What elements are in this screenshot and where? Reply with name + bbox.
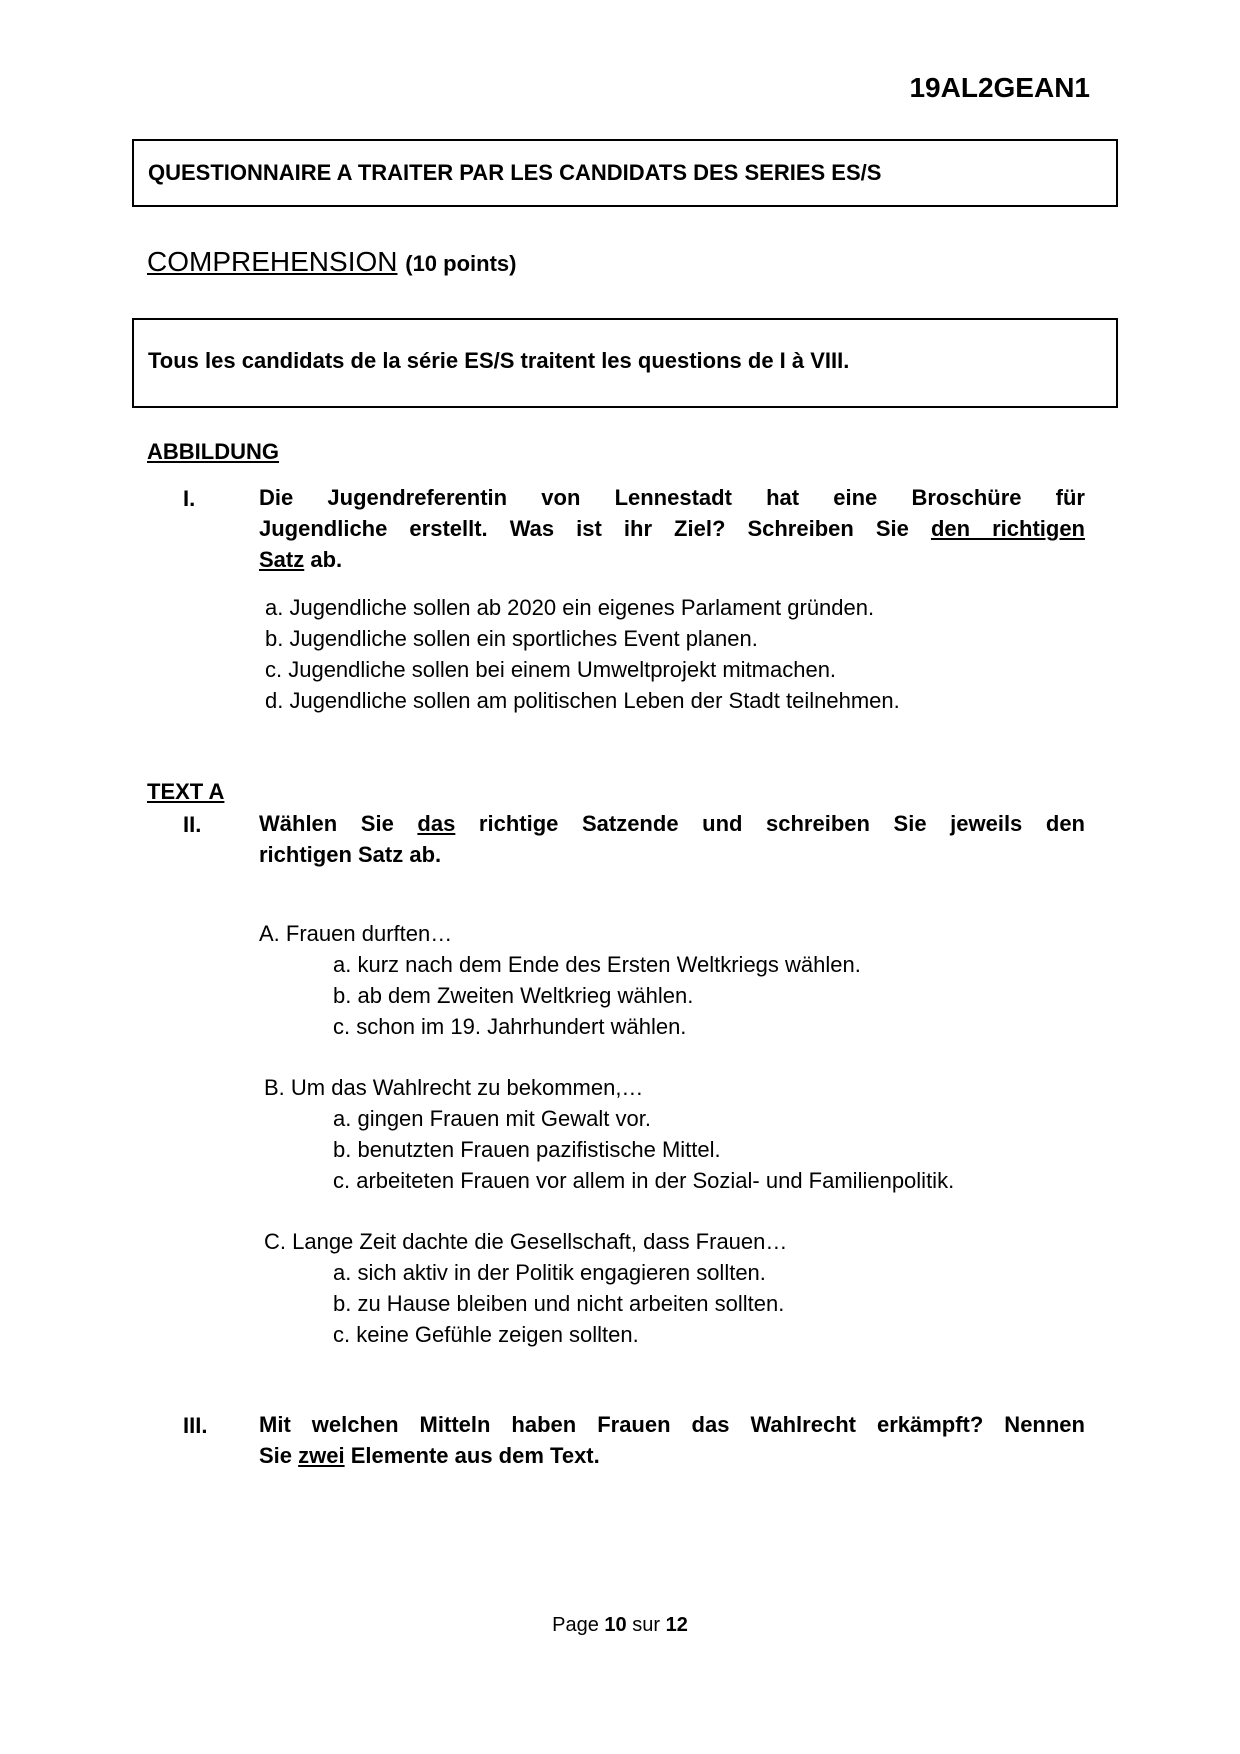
footer-current-page: 10 [604, 1614, 627, 1636]
group-b-stem: B. Um das Wahlrecht zu bekommen,… [264, 1075, 644, 1100]
group-b-options [333, 1103, 954, 1196]
question-number-1: I. [183, 486, 196, 511]
question-number-2: II. [183, 812, 202, 837]
series-box-title: QUESTIONNAIRE A TRAITER PAR LES CANDIDATS DES SERIES ES/S [148, 160, 882, 185]
question-2-line1 [259, 808, 1085, 839]
option-1b: b. Jugendliche sollen ein sportliches Event planen. [265, 626, 758, 651]
footer-prefix: Page [552, 1614, 605, 1636]
option-2a-b: b. ab dem Zweiten Weltkrieg wählen. [333, 983, 694, 1008]
group-a-stem: A. Frauen durften… [259, 921, 453, 946]
question-1-text [259, 482, 1085, 575]
question-number-3: III. [183, 1413, 208, 1438]
group-c-stem: C. Lange Zeit dachte die Gesellschaft, dass Frauen… [264, 1229, 788, 1254]
group-c-options [333, 1257, 784, 1350]
option-2a-a: a. kurz nach dem Ende des Ersten Weltkriegs wählen. [333, 952, 861, 977]
question-1-line2-text: Jugendliche erstellt. Was ist ihr Ziel? Schreiben Sie [259, 516, 931, 541]
section-title: COMPREHENSION [147, 246, 398, 277]
question-3-line1: Mit welchen Mitteln haben Frauen das Wahlrecht erkämpft? Nennen [259, 1412, 1085, 1437]
option-2c-b: b. zu Hause bleiben und nicht arbeiten sollten. [333, 1291, 785, 1316]
question-3-line2-end: Elemente aus dem Text. [344, 1443, 600, 1468]
question-2-line2: richtigen Satz ab. [259, 842, 442, 867]
question-2-text [259, 808, 1085, 870]
question-2-line1-end: richtige Satzende und schreiben Sie jeweils den [455, 811, 1085, 836]
instruction-text: Tous les candidats de la série ES/S traitent les questions de I à VIII. [148, 348, 850, 373]
abbildung-heading: ABBILDUNG [147, 439, 279, 464]
option-2c-c: c. keine Gefühle zeigen sollten. [333, 1322, 639, 1347]
document-code: 19AL2GEAN1 [909, 72, 1090, 103]
instruction-box [132, 318, 1118, 408]
option-2b-b: b. benutzten Frauen pazifistische Mittel. [333, 1137, 721, 1162]
question-3-line2 [259, 1440, 1085, 1471]
option-2b-a: a. gingen Frauen mit Gewalt vor. [333, 1106, 651, 1131]
footer-total-pages: 12 [665, 1614, 688, 1636]
option-2c-a: a. sich aktiv in der Politik engagieren sollten. [333, 1260, 766, 1285]
question-1-line2 [259, 513, 1085, 544]
group-a-options [333, 949, 861, 1042]
series-box [132, 139, 1118, 207]
question-3-text [259, 1409, 1085, 1471]
question-1-line3 [259, 544, 1085, 575]
question-1-options [265, 592, 900, 716]
section-heading [147, 246, 516, 278]
question-2-line1-start: Wählen Sie [259, 811, 418, 836]
section-points: (10 points) [405, 251, 517, 276]
question-1-underlined: den richtigen [930, 516, 1085, 541]
question-1-line3-text: ab. [304, 547, 343, 572]
text-a-heading: TEXT A [147, 779, 225, 804]
footer-middle: sur [626, 1614, 666, 1636]
question-3-line2-start: Sie [259, 1443, 299, 1468]
option-1d: d. Jugendliche sollen am politischen Leben der Stadt teilnehmen. [265, 688, 900, 713]
question-3-underlined: zwei [298, 1443, 345, 1468]
question-1-satz: Satz [259, 547, 305, 572]
question-2-underlined: das [417, 811, 456, 836]
option-1a: a. Jugendliche sollen ab 2020 ein eigenes Parlament gründen. [265, 595, 875, 620]
option-1c: c. Jugendliche sollen bei einem Umweltprojekt mitmachen. [265, 657, 837, 682]
option-2a-c: c. schon im 19. Jahrhundert wählen. [333, 1014, 687, 1039]
page-footer [0, 1614, 1240, 1637]
question-1-line1: Die Jugendreferentin von Lennestadt hat eine Broschüre für [259, 485, 1085, 510]
option-2b-c: c. arbeiteten Frauen vor allem in der Sozial- und Familienpolitik. [333, 1168, 955, 1193]
